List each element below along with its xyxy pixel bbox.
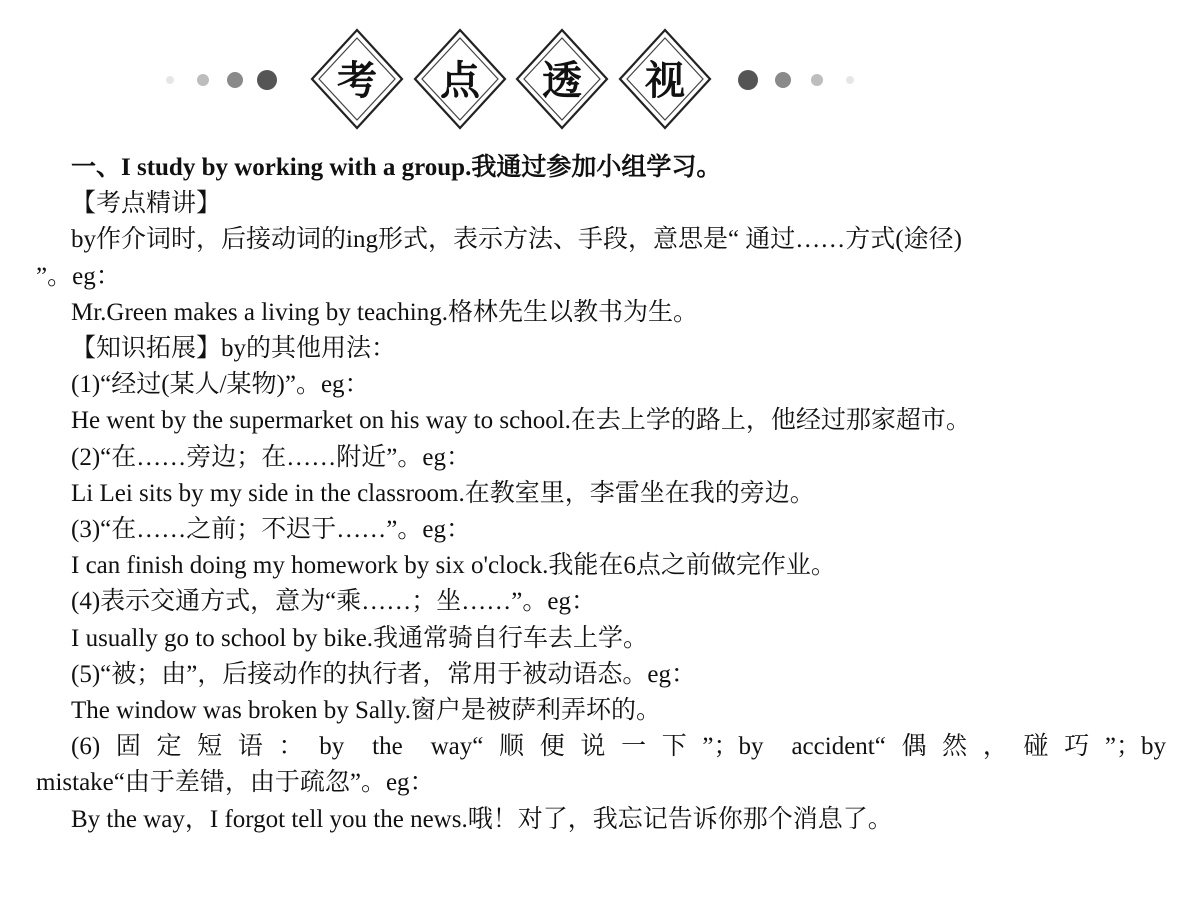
right-dots-decoration — [738, 70, 854, 90]
usage-6-label-line-1: (6)固定短语：by the way“顺便说一下”；by accident“偶然，碰巧”；by — [71, 733, 1166, 761]
subheading-key-points: 【考点精讲】 — [71, 190, 222, 218]
banner-char-4: 视 — [645, 58, 685, 104]
usage-5-example: The window was broken by Sally.窗户是被萨利弄坏的。 — [71, 697, 661, 725]
usage-2-label: (2)“在……旁边；在……附近”。eg： — [71, 443, 471, 471]
banner-char-1: 考 — [337, 58, 377, 104]
usage-4-label: (4)表示交通方式，意为“乘……；坐……”。eg： — [71, 588, 596, 616]
example-sentence: Mr.Green makes a living by teaching.格林先生以教书为生。 — [71, 298, 698, 326]
usage-4-example: I usually go to school by bike.我通常骑自行车去上学。 — [71, 624, 649, 652]
usage-6-label-line-2: mistake“由于差错，由于疏忽”。eg： — [36, 769, 435, 797]
banner-diamond-1 — [312, 30, 402, 128]
banner-diamond-2 — [415, 30, 505, 128]
banner-char-2: 点 — [440, 58, 480, 104]
left-dots-decoration — [166, 70, 277, 90]
banner-char-3: 透 — [542, 58, 582, 104]
usage-3-example: I can finish doing my homework by six o'clock.我能在6点之前做完作业。 — [71, 552, 836, 580]
section-heading: 一、I study by working with a group.我通过参加小组学习。 — [71, 154, 722, 181]
lesson-content — [36, 150, 1166, 838]
title-banner — [0, 0, 1200, 150]
usage-1-label: (1)“经过(某人/某物)”。eg： — [71, 371, 370, 399]
usage-5-label: (5)“被；由”，后接动作的执行者，常用于被动语态。eg： — [71, 660, 696, 688]
usage-1-example: He went by the supermarket on his way to school.在去上学的路上，他经过那家超市。 — [71, 407, 971, 435]
explanation-line-1: by作介词时，后接动词的ing形式，表示方法、手段，意思是“ 通过……方式(途径) — [71, 226, 962, 254]
banner-diamond-4 — [620, 30, 710, 128]
subheading-extension: 【知识拓展】by的其他用法： — [71, 335, 397, 363]
explanation-line-2: ”。eg： — [36, 262, 121, 290]
usage-6-example: By the way，I forgot tell you the news.哦！对了，我忘记告诉你那个消息了。 — [71, 805, 893, 833]
banner-diamond-3 — [517, 30, 607, 128]
usage-3-label: (3)“在……之前；不迟于……”。eg： — [71, 516, 471, 544]
usage-2-example: Li Lei sits by my side in the classroom.在教室里，李雷坐在我的旁边。 — [71, 479, 815, 507]
